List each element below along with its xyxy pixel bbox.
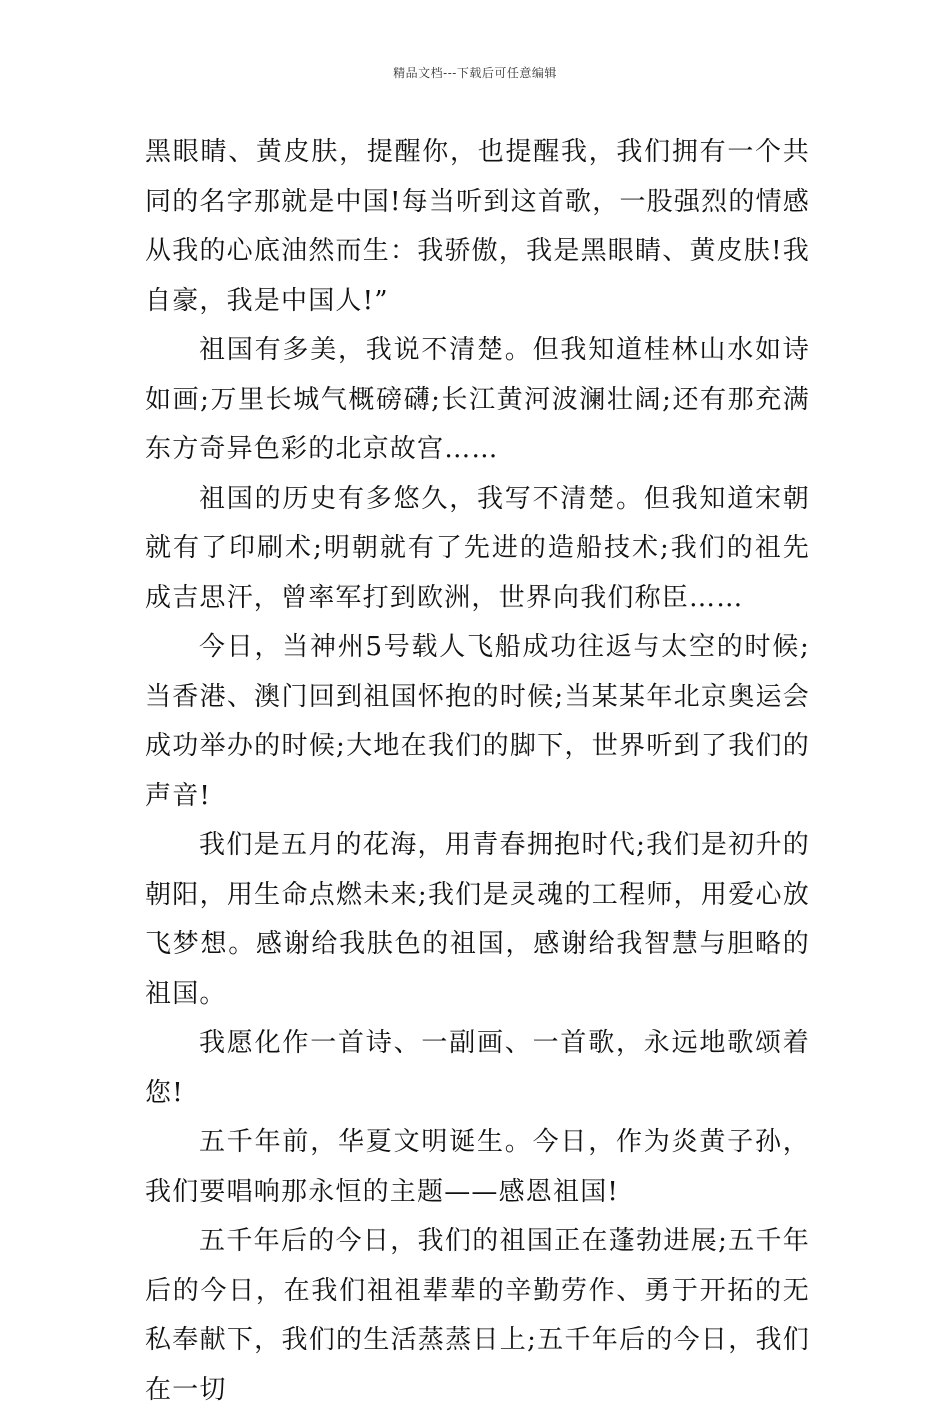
paragraph: 黑眼睛、黄皮肤，提醒你，也提醒我，我们拥有一个共同的名字那就是中国!每当听到这首歌，一股强烈的情感从我的心底油然而生：我骄傲，我是黑眼睛、黄皮肤!我自豪，我是中国人!” <box>145 137 810 316</box>
paragraph: 我愿化作一首诗、一副画、一首歌，永远地歌颂着您! <box>145 1028 810 1108</box>
paragraph: 祖国有多美，我说不清楚。但我知道桂林山水如诗如画;万里长城气概磅礴;长江黄河波澜壮阔;还有那充满东方奇异色彩的北京故宫…… <box>145 335 810 464</box>
paragraph: 祖国的历史有多悠久，我写不清楚。但我知道宋朝就有了印刷术;明朝就有了先进的造船技术;我们的祖先成吉思汗，曾率军打到欧洲，世界向我们称臣…… <box>145 483 810 613</box>
paragraph: 五千年后的今日，我们的祖国正在蓬勃进展;五千年后的今日，在我们祖祖辈辈的辛勤劳作、勇于开拓的无私奉献下，我们的生活蒸蒸日上;五千年后的今日，我们在一切 <box>145 1226 810 1405</box>
document-body <box>145 128 810 1415</box>
paragraph: 五千年前，华夏文明诞生。今日，作为炎黄子孙，我们要唱响那永恒的主题——感恩祖国! <box>145 1127 810 1207</box>
page-header: 精品文档---下载后可任意编辑 <box>393 66 557 80</box>
paragraph: 今日，当神州5号载人飞船成功往返与太空的时候;当香港、澳门回到祖国怀抱的时候;当某某年北京奥运会成功举办的时候;大地在我们的脚下，世界听到了我们的声音! <box>145 632 810 811</box>
paragraph: 我们是五月的花海，用青春拥抱时代;我们是初升的朝阳，用生命点燃未来;我们是灵魂的工程师，用爱心放飞梦想。感谢给我肤色的祖国，感谢给我智慧与胆略的祖国。 <box>145 830 810 1009</box>
